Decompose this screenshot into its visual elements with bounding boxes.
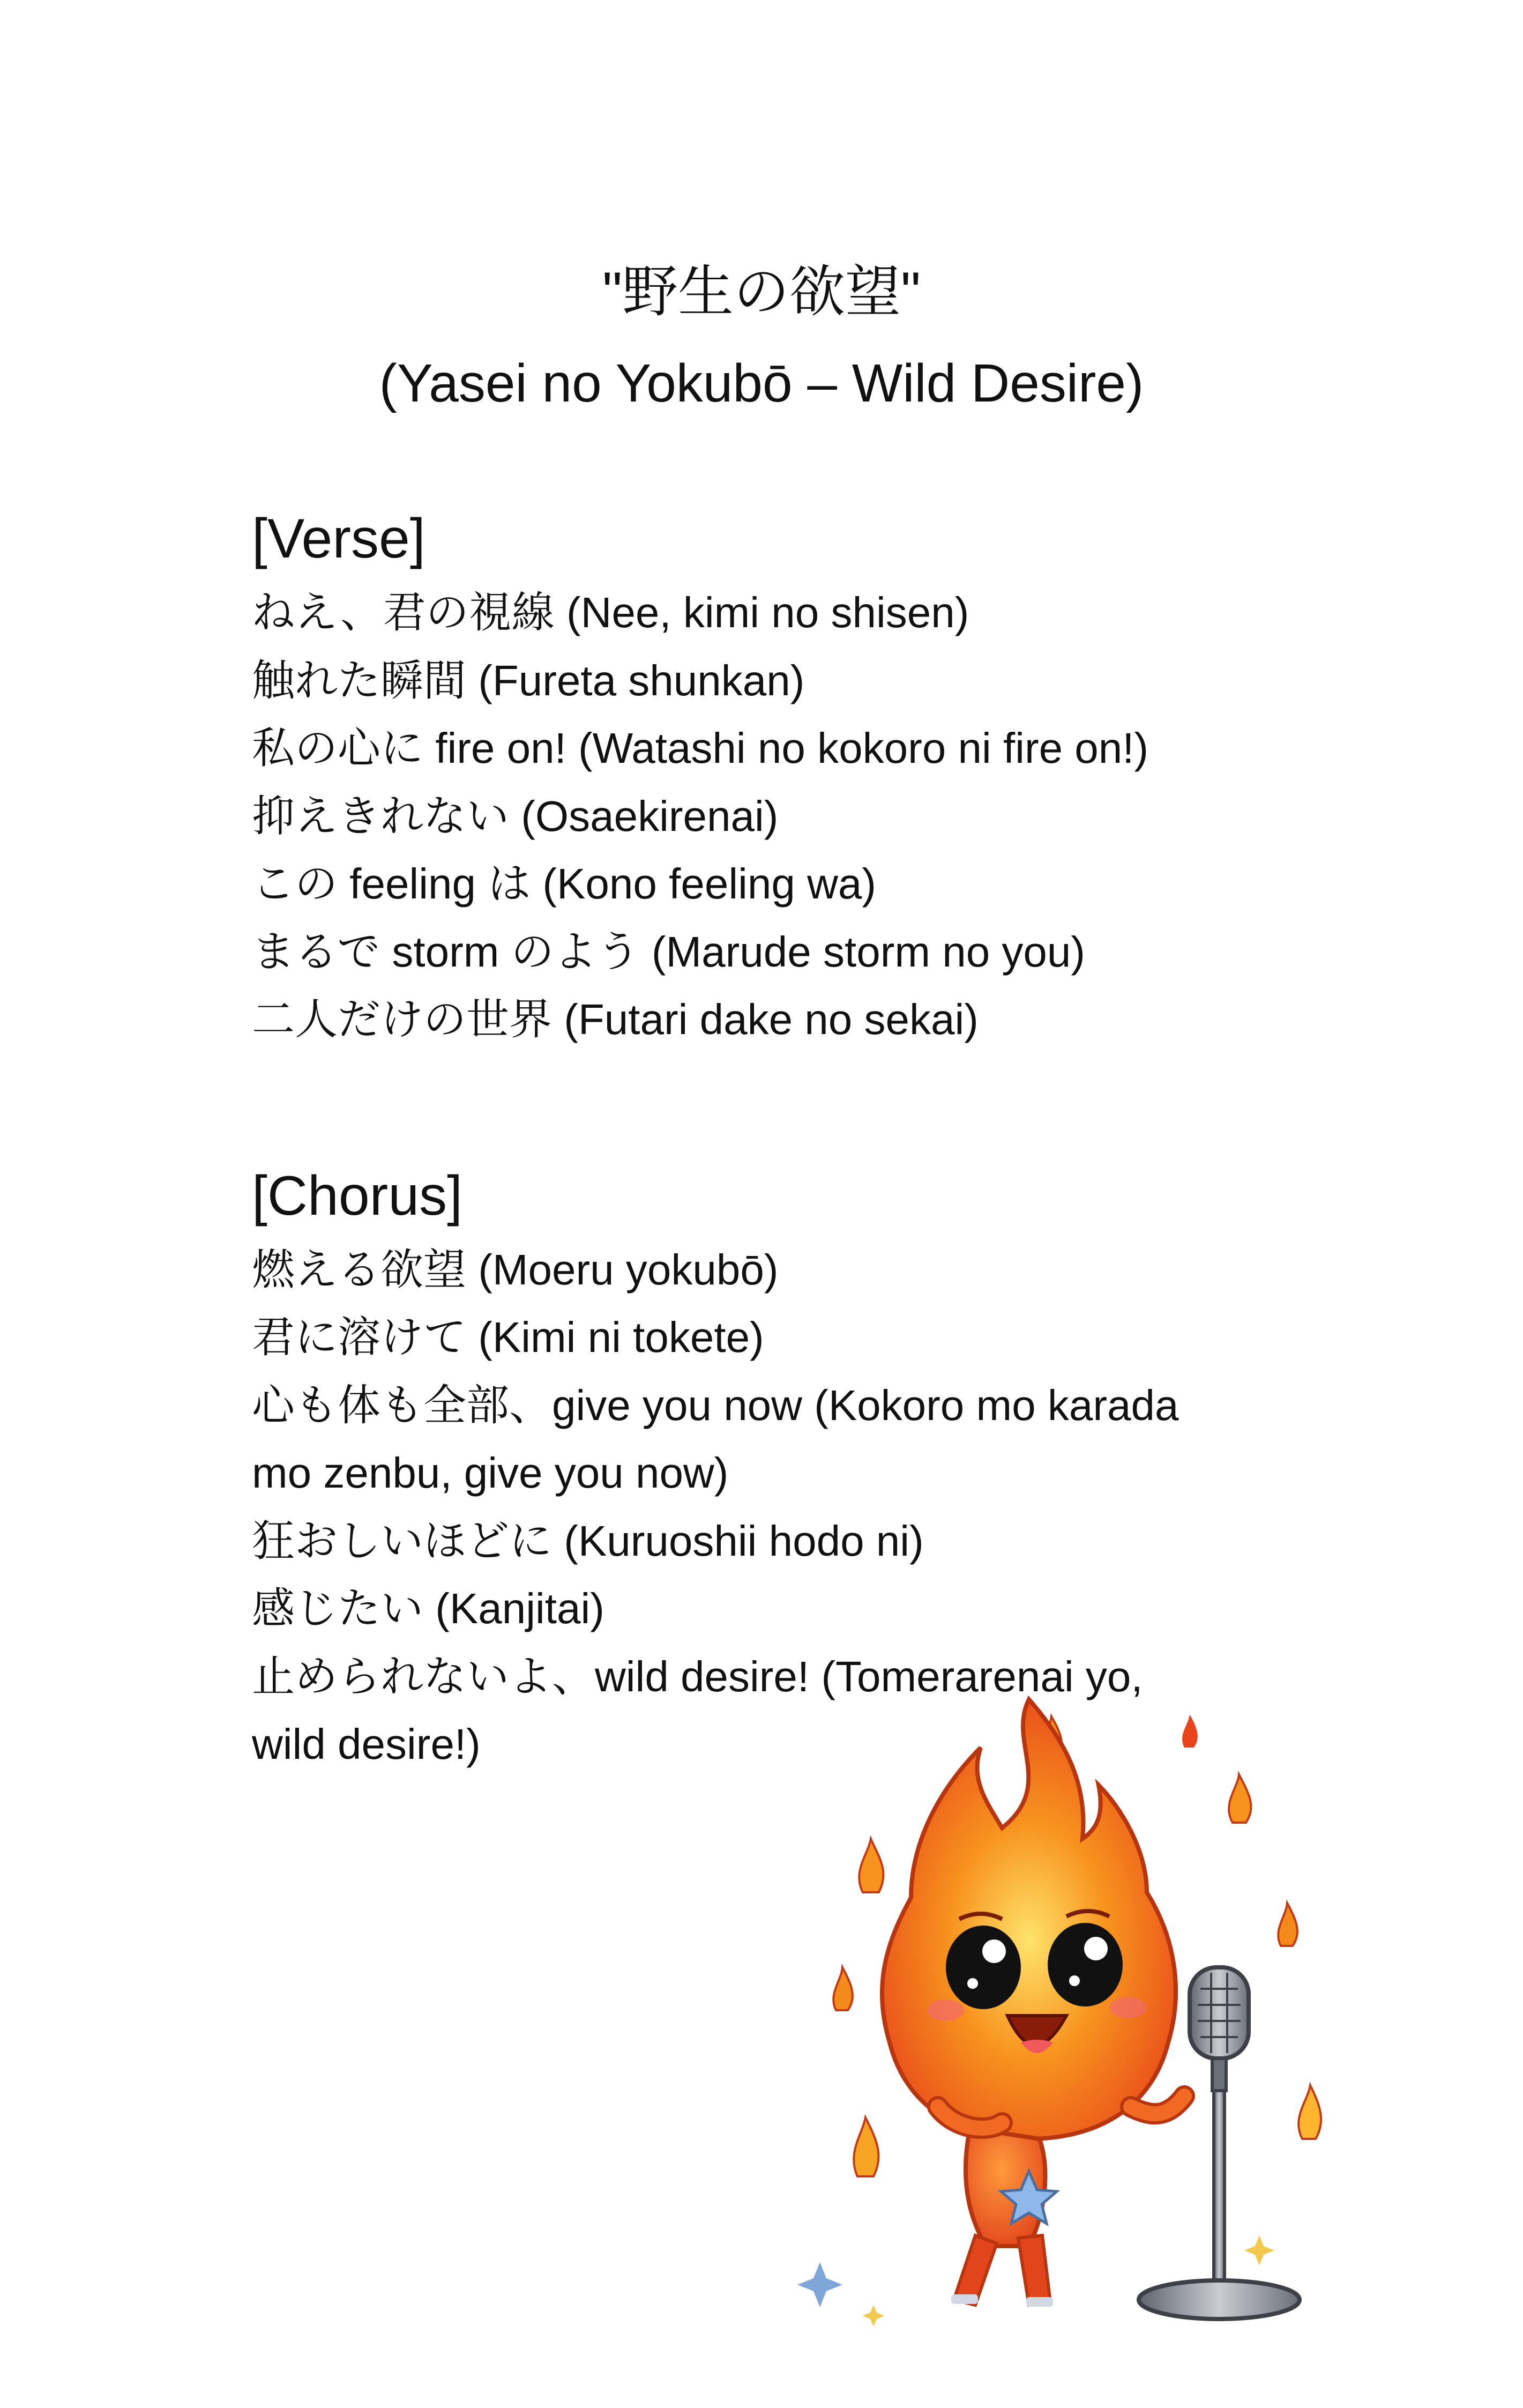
song-title-romaji: (Yasei no Yokubō – Wild Desire) [379,353,1144,413]
lyric-line: この feeling は (Kono feeling wa) [252,860,876,908]
lyric-line: 燃える欲望 (Moeru yokubō) [252,1245,779,1294]
lyric-line: 君に溶けて (Kimi ni tokete) [252,1313,764,1361]
verse-heading: [Verse] [252,508,425,570]
lyric-line: ねえ、君の視線 (Nee, kimi no shisen) [252,589,969,636]
verse-section [252,499,1281,1054]
lyric-line: 私の心に fire on! (Watashi no kokoro ni fire on!) [252,724,1149,772]
lyric-line: 感じたい (Kanjitai) [252,1585,604,1632]
lyric-line: mo zenbu, give you now) [252,1449,729,1497]
lyric-line: 触れた瞬間 (Fureta shunkan) [252,656,805,704]
lyrics-body [252,499,1281,1779]
lyric-line: まるで storm のよう (Marude storm no you) [252,927,1086,976]
lyric-line: 狂おしいほどに (Kuruoshii hodo ni) [252,1517,924,1565]
lyric-line: 心も体も全部、give you now (Kokoro mo karada [252,1381,1179,1429]
song-title-japanese: "野生の欲望" [602,261,921,323]
lyric-line: wild desire!) [252,1720,481,1768]
lyric-line: 二人だけの世界 (Futari dake no sekai) [252,995,979,1043]
lyric-line: 止められないよ、wild desire! (Tomerarenai yo, [252,1652,1143,1700]
singing-fire-mascot-icon [777,1667,1367,2337]
lyric-line: 抑えきれない (Osaekirenai) [252,792,779,840]
song-title-block [0,252,1523,423]
chorus-heading: [Chorus] [252,1164,463,1227]
